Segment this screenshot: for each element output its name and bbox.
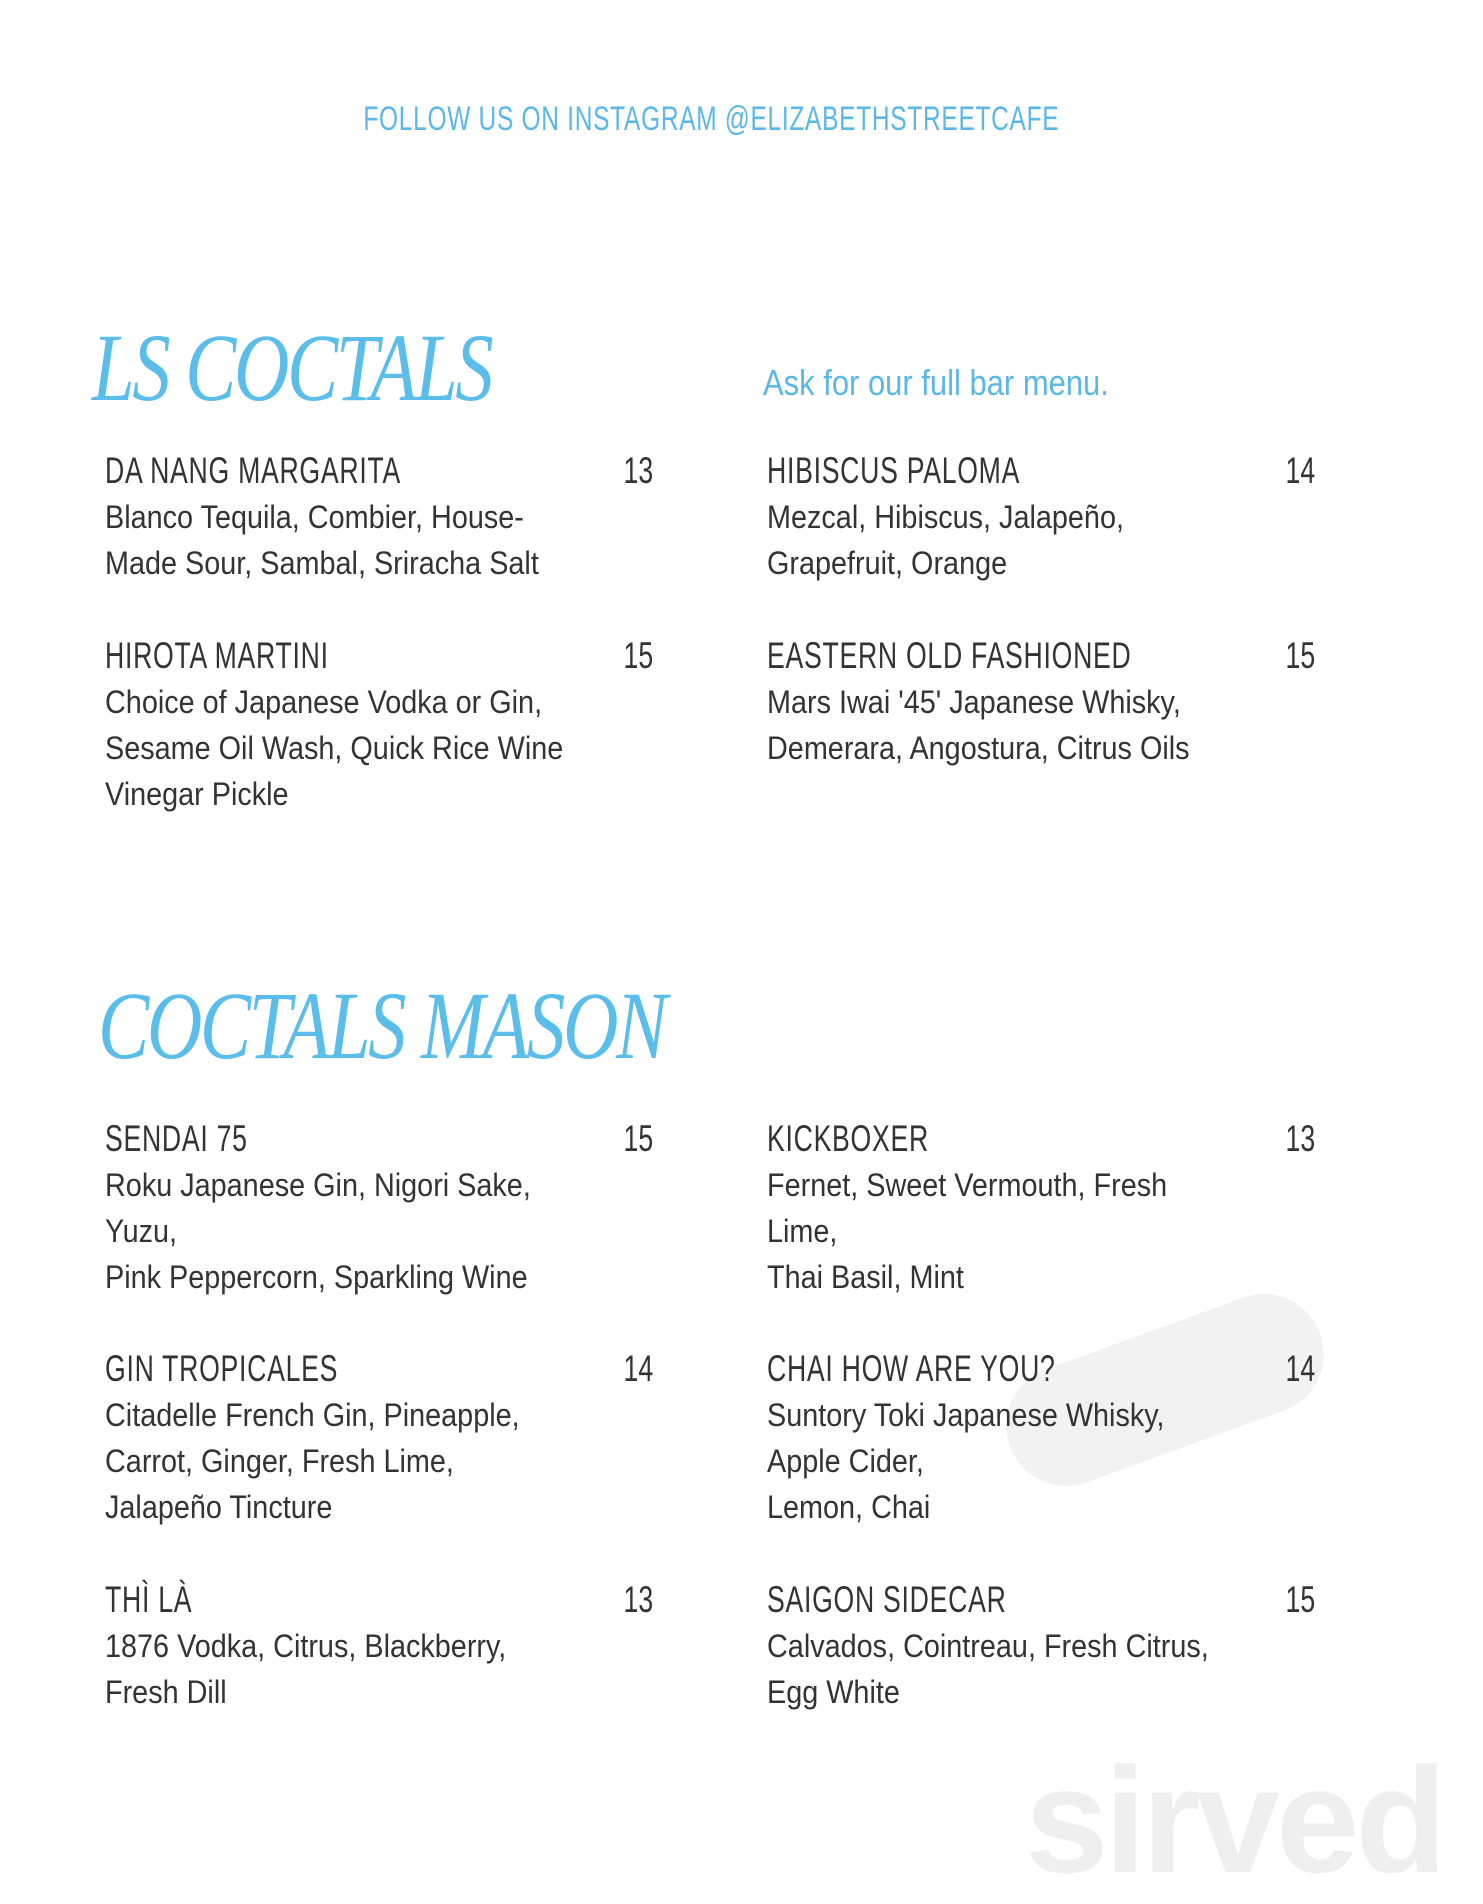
watermark: sirved — [1025, 1736, 1443, 1904]
item-description — [105, 679, 653, 817]
item-name: DA NANG MARGARITA — [105, 450, 401, 491]
description-line: Suntory Toki Japanese Whisky, — [767, 1397, 1165, 1433]
item-description — [105, 1162, 653, 1300]
item-name: KICKBOXER — [767, 1118, 929, 1159]
section-heading: LS COCTALS — [92, 314, 492, 421]
item-price: 14 — [1285, 450, 1315, 491]
item-price: 15 — [1285, 1579, 1315, 1620]
description-line: Sesame Oil Wash, Quick Rice Wine — [105, 730, 564, 766]
description-line: Yuzu, — [105, 1213, 178, 1249]
menu-item — [767, 1579, 1315, 1715]
description-line: Citadelle French Gin, Pineapple, — [105, 1397, 520, 1433]
item-description — [767, 1162, 1315, 1300]
description-line: Grapefruit, Orange — [767, 545, 1008, 581]
description-line: Lemon, Chai — [767, 1489, 931, 1525]
description-line: Carrot, Ginger, Fresh Lime, — [105, 1443, 454, 1479]
menu-item — [767, 635, 1315, 771]
description-line: Made Sour, Sambal, Sriracha Salt — [105, 545, 539, 581]
item-price: 15 — [623, 1118, 653, 1159]
item-name: SENDAI 75 — [105, 1118, 248, 1159]
description-line: Pink Peppercorn, Sparkling Wine — [105, 1259, 528, 1295]
menu-item — [767, 1118, 1315, 1300]
item-price: 13 — [1285, 1118, 1315, 1159]
item-name: GIN TROPICALES — [105, 1348, 339, 1389]
item-price: 13 — [623, 450, 653, 491]
section-heading: COCTALS MASON — [98, 972, 665, 1079]
item-price: 15 — [1285, 635, 1315, 676]
item-price: 14 — [623, 1348, 653, 1389]
description-line: Thai Basil, Mint — [767, 1259, 964, 1295]
item-name: CHAI HOW ARE YOU? — [767, 1348, 1056, 1389]
item-description — [767, 494, 1315, 586]
bar-menu-note: Ask for our full bar menu. — [763, 362, 1109, 403]
item-description — [767, 1623, 1315, 1715]
description-line: Mezcal, Hibiscus, Jalapeño, — [767, 499, 1124, 535]
menu-item — [767, 450, 1315, 586]
description-line: Vinegar Pickle — [105, 776, 289, 812]
menu-item — [105, 1118, 653, 1300]
description-line: 1876 Vodka, Citrus, Blackberry, — [105, 1628, 507, 1664]
item-price: 13 — [623, 1579, 653, 1620]
menu-item — [105, 1579, 653, 1715]
item-name: HIROTA MARTINI — [105, 635, 329, 676]
menu-item — [767, 1348, 1315, 1530]
item-description — [767, 1392, 1315, 1530]
description-line: Demerara, Angostura, Citrus Oils — [767, 730, 1190, 766]
item-name: EASTERN OLD FASHIONED — [767, 635, 1132, 676]
description-line: Calvados, Cointreau, Fresh Citrus, — [767, 1628, 1209, 1664]
description-line: Apple Cider, — [767, 1443, 924, 1479]
item-name: SAIGON SIDECAR — [767, 1579, 1007, 1620]
instagram-text: FOLLOW US ON INSTAGRAM @ELIZABETHSTREETCAFE — [362, 100, 1059, 138]
description-line: Mars Iwai '45' Japanese Whisky, — [767, 684, 1181, 720]
description-line: Fernet, Sweet Vermouth, Fresh — [767, 1167, 1168, 1203]
item-description — [105, 1623, 653, 1715]
description-line: Choice of Japanese Vodka or Gin, — [105, 684, 543, 720]
description-line: Lime, — [767, 1213, 838, 1249]
description-line: Blanco Tequila, Combier, House- — [105, 499, 524, 535]
description-line: Egg White — [767, 1674, 900, 1710]
item-description — [767, 679, 1315, 771]
item-description — [105, 1392, 653, 1530]
item-name: HIBISCUS PALOMA — [767, 450, 1021, 491]
description-line: Jalapeño Tincture — [105, 1489, 333, 1525]
description-line: Fresh Dill — [105, 1674, 227, 1710]
description-line: Roku Japanese Gin, Nigori Sake, — [105, 1167, 531, 1203]
item-description — [105, 494, 653, 586]
item-price: 15 — [623, 635, 653, 676]
item-price: 14 — [1285, 1348, 1315, 1389]
instagram-link[interactable] — [0, 100, 1422, 139]
menu-item — [105, 635, 653, 817]
menu-item — [105, 450, 653, 586]
menu-item — [105, 1348, 653, 1530]
item-name: THÌ LÀ — [105, 1579, 193, 1620]
